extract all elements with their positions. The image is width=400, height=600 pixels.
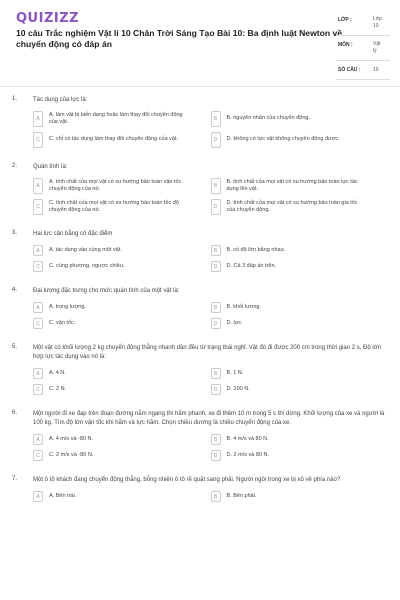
question-text: Một người đi xe đạp trên đoạn đường nằm ngang thì hãm phanh, xe đi thêm 10 m trong 5 s thì dừng. Khối lượng của xe và người là 100 kg. Tìm độ lớn vận tốc khi hãm và lực hãm. Chọn chiều dương là chiều chuyển động của xe. (33, 411, 385, 426)
question-text: Tác dụng của lực là: (33, 97, 88, 103)
question-5 (0, 344, 400, 400)
option-text: B. khối lượng. (226, 303, 261, 310)
option-letter: B (211, 178, 221, 194)
option-letter: A (33, 434, 43, 445)
option-text: A. tác dụng vào cùng một vật. (49, 246, 122, 253)
option-b[interactable] (211, 111, 389, 127)
option-text: C. 2 m/s và -80 N. (49, 451, 94, 458)
question-text: Hai lực cân bằng có đặc điểm (33, 231, 113, 237)
option-letter: B (211, 368, 221, 379)
option-a[interactable] (33, 178, 211, 194)
option-letter: C (33, 261, 43, 272)
option-d[interactable] (211, 318, 389, 329)
question-number: 1. (12, 96, 18, 102)
option-a[interactable] (33, 245, 211, 256)
option-letter: A (33, 111, 43, 127)
option-letter: D (211, 318, 221, 329)
question-number: 3. (12, 230, 18, 236)
question-text: Đại lượng đặc trưng cho mức quán tính của một vật là: (33, 288, 180, 294)
option-text: C. 2 N. (49, 385, 67, 392)
option-a[interactable] (33, 302, 211, 313)
question-6 (0, 410, 400, 466)
option-letter: A (33, 302, 43, 313)
option-letter: D (211, 199, 221, 215)
question-4 (0, 287, 400, 334)
option-c[interactable] (33, 318, 211, 329)
option-text: C. vận tốc. (49, 319, 76, 326)
header-divider (0, 86, 400, 87)
count-label: SỐ CÂU : (338, 67, 361, 73)
options (33, 434, 388, 466)
question-2 (0, 163, 400, 220)
option-text: D. không có lực vật không chuyển động được. (226, 136, 340, 143)
option-d[interactable] (211, 199, 389, 215)
option-text: B. Bên phải. (226, 492, 257, 499)
option-text: C. tính chất của mọi vật có xu hướng bảo toàn tốc độ chuyển động của nó. (49, 199, 179, 213)
question-3 (0, 230, 400, 277)
option-letter: D (211, 132, 221, 148)
option-letter: B (211, 111, 221, 127)
option-letter: D (211, 450, 221, 461)
option-text: A. 4 N. (49, 369, 66, 376)
option-b[interactable] (211, 178, 389, 194)
option-d[interactable] (211, 450, 389, 461)
question-text: Quán tính là: (33, 164, 68, 170)
options (33, 302, 388, 334)
question-7 (0, 476, 400, 507)
option-b[interactable] (211, 491, 389, 502)
meta-subject (336, 36, 390, 61)
option-letter: D (211, 261, 221, 272)
options (33, 245, 388, 277)
option-b[interactable] (211, 302, 389, 313)
count-value: 10 (373, 67, 379, 73)
option-letter: B (211, 302, 221, 313)
quiz-meta (336, 11, 390, 80)
option-a[interactable] (33, 111, 211, 127)
meta-class (336, 11, 390, 36)
question-text: Một vật có khối lượng 2 kg chuyển động thẳng nhanh dần đều từ trạng thái nghỉ. Vật đó đi được 200 cm trong thời gian 2 s. Độ lớn hợp lực tác dụng vào nó là: (33, 345, 381, 360)
option-letter: C (33, 132, 43, 148)
option-d[interactable] (211, 261, 389, 272)
question-1 (0, 96, 400, 153)
option-text: A. tính chất của mọi vật có xu hướng bảo toàn vận tốc chuyển động của nó. (49, 178, 182, 192)
option-c[interactable] (33, 132, 211, 148)
subject-value: Vật lý (373, 41, 381, 54)
option-text: C. cùng phương, ngược chiều. (49, 262, 125, 269)
option-letter: B (211, 434, 221, 445)
options (33, 111, 388, 153)
option-text: D. 2 m/s và 80 N. (226, 451, 269, 458)
option-text: D. Cả 3 đáp án trên. (226, 262, 277, 269)
quiz-title: 10 câu Trắc nghiệm Vật lí 10 Chân Trời Sáng Tạo Bài 10: Ba định luật Newton về chuyển động có đáp án (16, 28, 343, 49)
option-c[interactable] (33, 199, 211, 215)
option-text: B. tính chất của mọi vật có xu hướng bảo toàn lực tác dụng lên vật. (226, 178, 358, 192)
option-a[interactable] (33, 434, 211, 445)
option-d[interactable] (211, 132, 389, 148)
option-letter: A (33, 368, 43, 379)
option-letter: C (33, 384, 43, 395)
option-text: A. Bên trái. (49, 492, 77, 499)
option-letter: D (211, 384, 221, 395)
options (33, 178, 388, 220)
option-text: B. có độ lớn bằng nhau. (226, 246, 286, 253)
option-letter: C (33, 450, 43, 461)
option-text: B. nguyên nhân của chuyển động. (226, 115, 310, 122)
meta-count (336, 61, 390, 80)
option-a[interactable] (33, 491, 211, 502)
option-text: A. trọng lượng. (49, 303, 86, 310)
question-number: 4. (12, 287, 18, 293)
class-value: Lớp 10 (373, 16, 382, 29)
question-number: 5. (12, 344, 18, 350)
option-text: B. 4 m/s và 80 N. (226, 435, 269, 442)
option-text: B. 1 N. (226, 369, 244, 376)
option-text: D. tính chất của mọi vật có xu hướng bảo toàn gia tốc của chuyển động. (226, 199, 358, 213)
option-letter: A (33, 245, 43, 256)
question-number: 2. (12, 163, 18, 169)
option-letter: B (211, 245, 221, 256)
option-a[interactable] (33, 368, 211, 379)
option-letter: C (33, 318, 43, 329)
option-text: A. làm vật bị biến dạng hoặc làm thay đổi chuyển động của vật. (49, 111, 183, 125)
question-text: Một ô tô khách đang chuyển động thẳng, bỗng nhiên ô tô rẽ quặt sang phải. Người ngồi trong xe bị xô về phía nào? (33, 477, 341, 483)
option-b[interactable] (211, 434, 389, 445)
subject-label: MÔN : (338, 42, 353, 48)
option-text: A. 4 m/s và -80 N. (49, 435, 94, 442)
class-label: LỚP : (338, 17, 352, 23)
option-b[interactable] (211, 368, 389, 379)
option-c[interactable] (33, 384, 211, 395)
option-d[interactable] (211, 384, 389, 395)
options (33, 491, 388, 507)
option-text: D. 100 N. (226, 385, 250, 392)
option-letter: A (33, 178, 43, 194)
option-letter: B (211, 491, 221, 502)
quizizz-logo: QUIZIZZ (16, 11, 80, 26)
option-b[interactable] (211, 245, 389, 256)
option-letter: A (33, 491, 43, 502)
question-list (0, 96, 400, 517)
option-c[interactable] (33, 261, 211, 272)
option-text: C. chỉ có tác dụng làm thay đổi chuyển động của vật. (49, 136, 179, 143)
question-number: 6. (12, 410, 18, 416)
option-text: D. lực. (226, 319, 243, 326)
question-number: 7. (12, 476, 18, 482)
option-letter: C (33, 199, 43, 215)
options (33, 368, 388, 400)
option-c[interactable] (33, 450, 211, 461)
